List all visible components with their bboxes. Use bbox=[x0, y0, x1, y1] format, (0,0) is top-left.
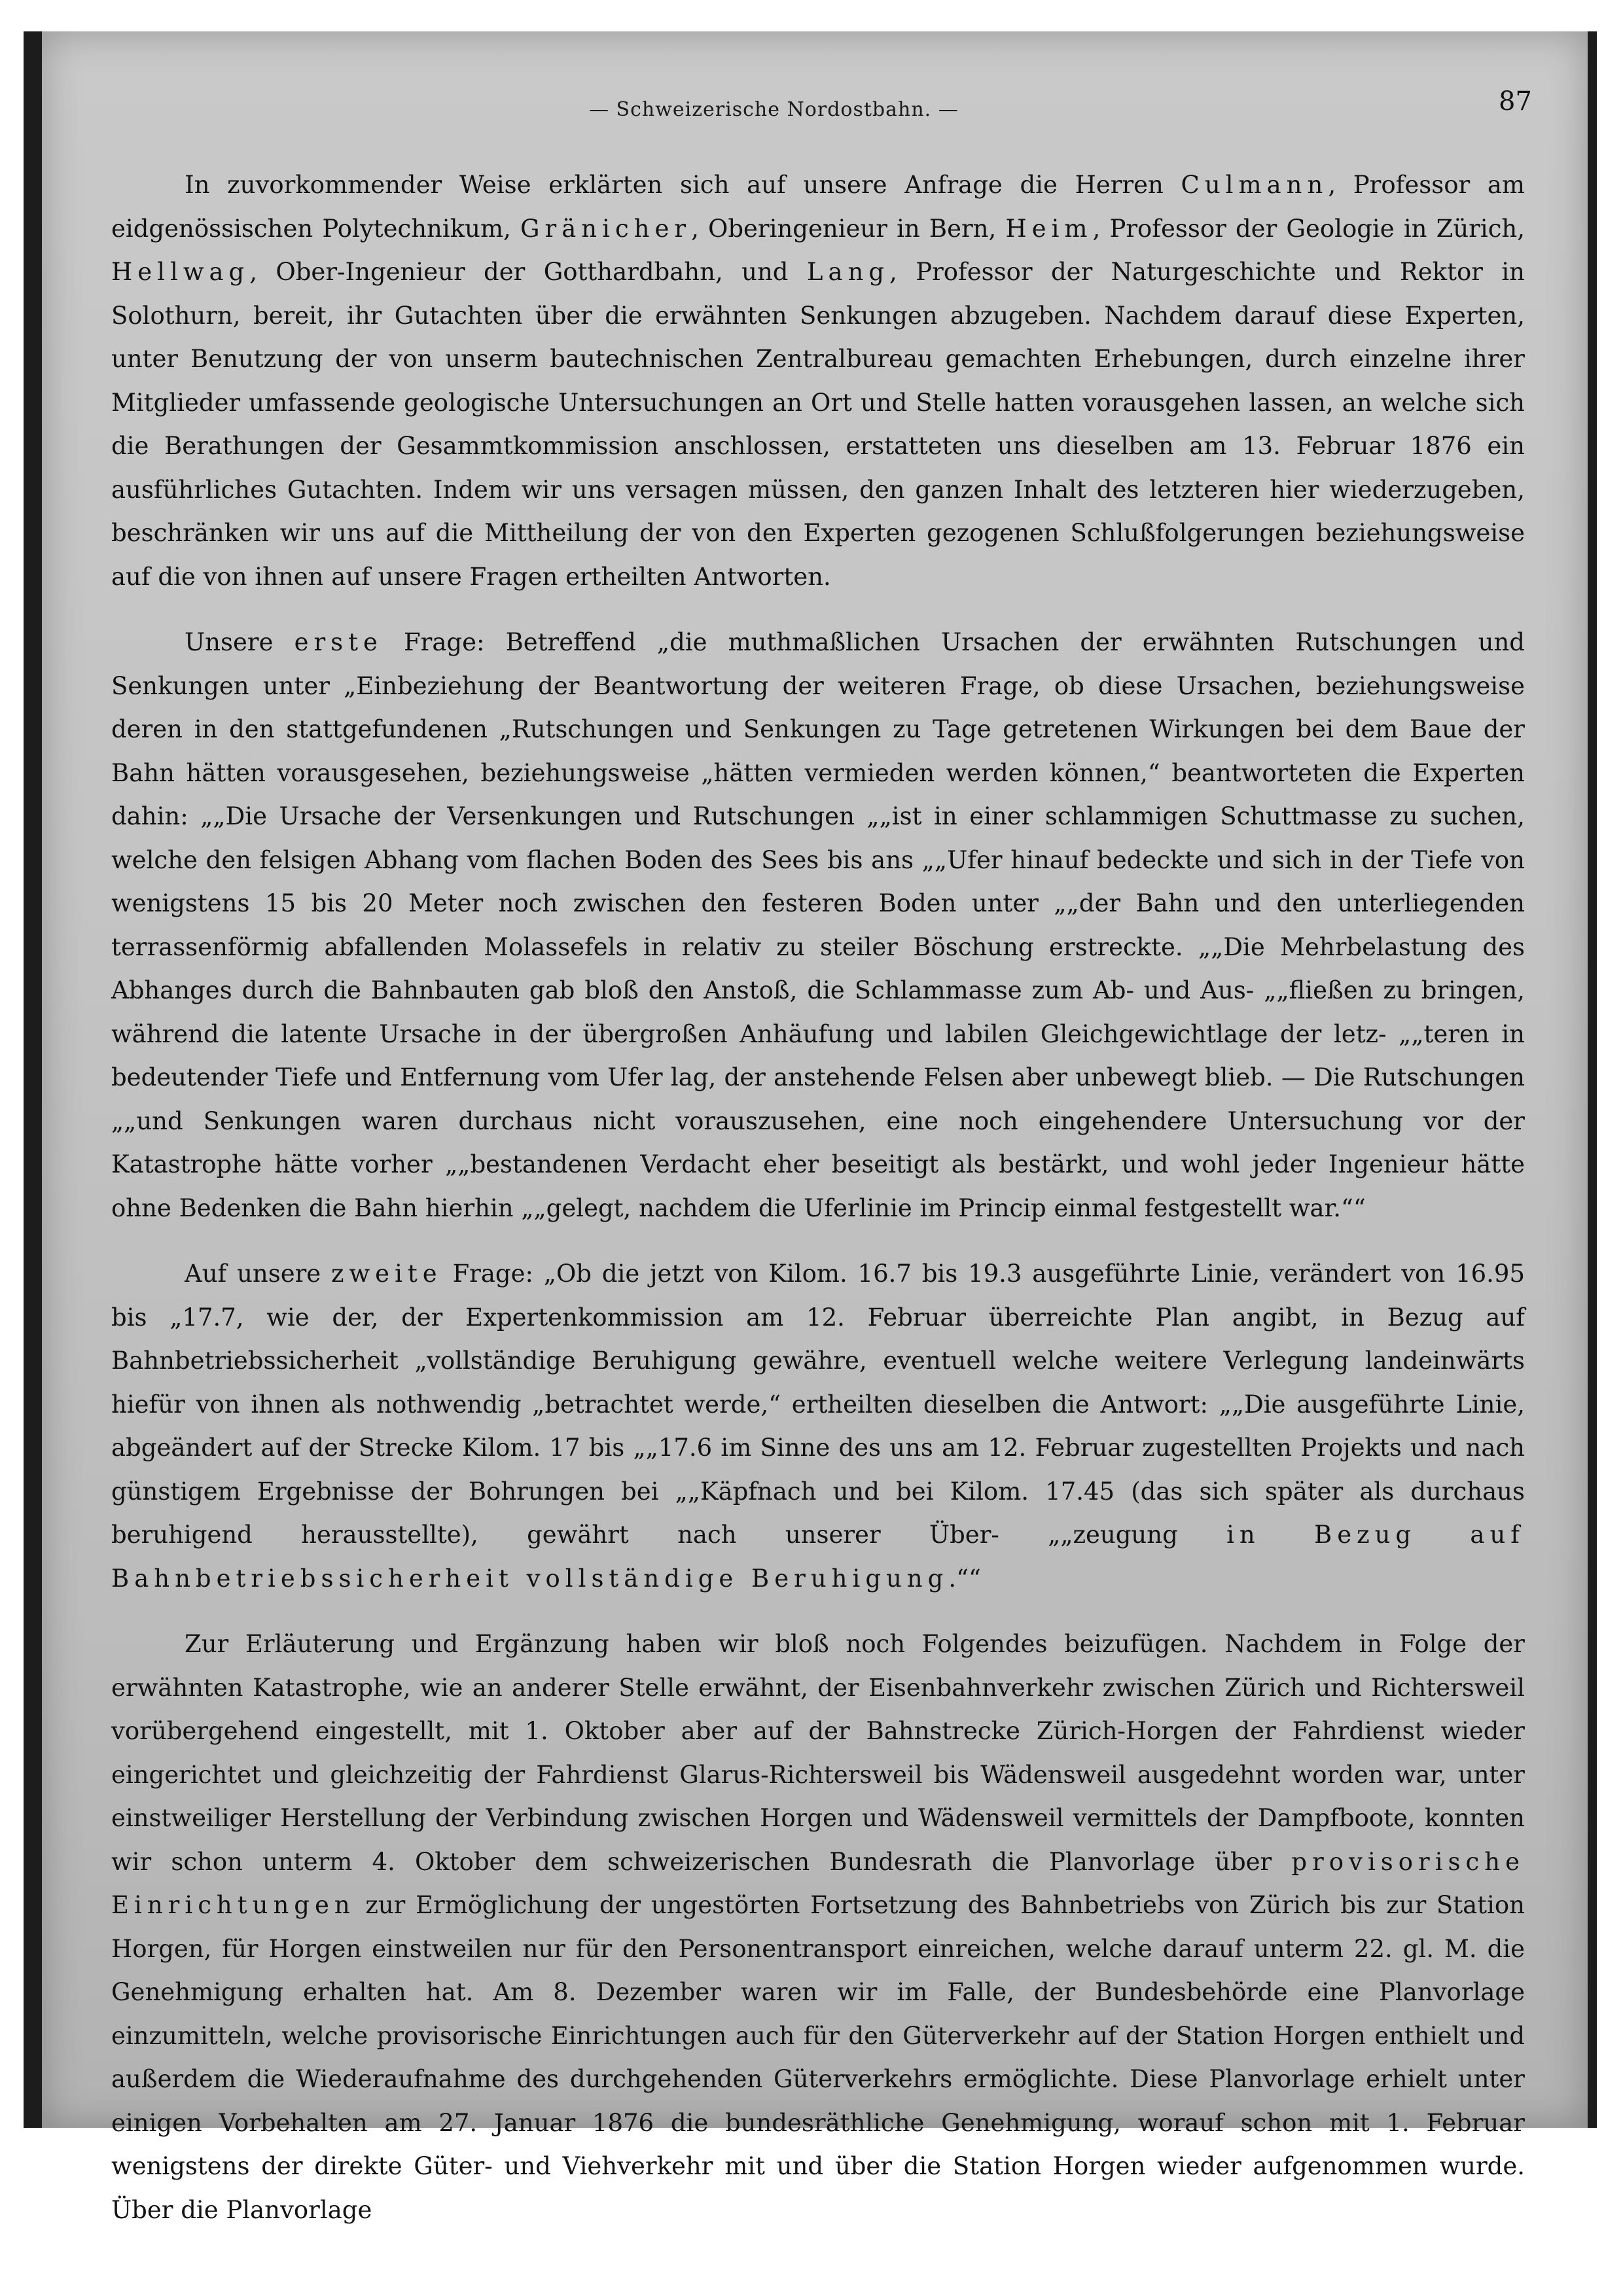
body-text bbox=[111, 164, 1525, 2254]
page-number: 87 bbox=[1499, 86, 1532, 116]
running-head: — Schweizerische Nordostbahn. — bbox=[589, 98, 959, 121]
paragraph-3: Auf unsere zweite Frage: „Ob die jetzt von Kilom. 16.7 bis 19.3 ausgeführte Linie, verändert von 16.95 bis „17.7, wie der, der Expertenkommission am 12. Februar überreichte Plan angibt, in Bezug auf Bahnbetriebssicherheit „vollständige Beruhigung gewähre, eventuell welche weitere Verlegung landeinwärts hiefür von ihnen als nothwendig „betrachtet werde,“ ertheilten dieselben die Antwort: „„Die ausgeführte Linie, abgeändert auf der Strecke Kilom. 17 bis „„17.6 im Sinne des uns am 12. Februar zugestellten Projekts und nach günstigem Ergebnisse der Bohrungen bei „„Käpfnach und bei Kilom. 17.45 (das sich später als durchaus beruhigend herausstellte), gewährt nach unserer Über- „„zeugung in Bezug auf Bahnbetriebssicherheit vollständige Beruhigung.““ bbox=[111, 1260, 1525, 1593]
paragraph-4: Zur Erläuterung und Ergänzung haben wir bloß noch Folgendes beizufügen. Nachdem in Folge der erwähnten Katastrophe, wie an anderer Stelle erwähnt, der Eisenbahnverkehr zwischen Zürich und Richtersweil vorübergehend eingestellt, mit 1. Oktober aber auf der Bahnstrecke Zürich-Horgen der Fahrdienst wieder eingerichtet und gleichzeitig der Fahrdienst Glarus-Richtersweil bis Wädensweil ausgedehnt worden war, unter einstweiliger Herstellung der Verbindung zwischen Horgen und Wädensweil vermittels der Dampfboote, konnten wir schon unterm 4. Oktober dem schweizerischen Bundesrath die Planvorlage über provisorische Einrichtungen zur Ermöglichung der ungestörten Fortsetzung des Bahnbetriebs von Zürich bis zur Station Horgen, für Horgen einstweilen nur für den Personentransport einreichen, welche darauf unterm 22. gl. M. die Genehmigung erhalten hat. Am 8. Dezember waren wir im Falle, der Bundesbehörde eine Planvorlage einzumitteln, welche provisorische Einrichtungen auch für den Güterverkehr auf der Station Horgen enthielt und außerdem die Wiederaufnahme des durchgehenden Güterverkehrs ermöglichte. Diese Planvorlage erhielt unter einigen Vorbehalten am 27. Januar 1876 die bundesräthliche Genehmigung, worauf schon mit 1. Februar wenigstens der direkte Güter- und Viehverkehr mit und über die Station Horgen wieder aufgenommen wurde. Über die Planvorlage bbox=[111, 1630, 1525, 2224]
paragraph-1: In zuvorkommender Weise erklärten sich auf unsere Anfrage die Herren Culmann, Professor am eidgenössischen Polytechnikum, Gränicher, Oberingenieur in Bern, Heim, Professor der Geologie in Zürich, Hellwag, Ober-Ingenieur der Gotthardbahn, und Lang, Professor der Naturgeschichte und Rektor in Solothurn, bereit, ihr Gutachten über die erwähnten Senkungen abzugeben. Nachdem darauf diese Experten, unter Benutzung der von unserm bautechnischen Zentralbureau gemachten Erhebungen, durch einzelne ihrer Mitglieder umfassende geologische Untersuchungen an Ort und Stelle hatten vorausgehen lassen, an welche sich die Berathungen der Gesammtkommission anschlossen, erstatteten uns dieselben am 13. Februar 1876 ein ausführliches Gutachten. Indem wir uns versagen müssen, den ganzen Inhalt des letzteren hier wiederzugeben, beschränken wir uns auf die Mittheilung der von den Experten gezogenen Schlußfolgerungen beziehungsweise auf die von ihnen auf unsere Fragen ertheilten Antworten. bbox=[111, 171, 1525, 591]
paragraph-2: Unsere erste Frage: Betreffend „die muthmaßlichen Ursachen der erwähnten Rutschungen und Senkungen unter „Einbeziehung der Beantwortung der weiteren Frage, ob diese Ursachen, beziehungsweise deren in den stattgefundenen „Rutschungen und Senkungen zu Tage getretenen Wirkungen bei dem Baue der Bahn hätten vorausgesehen, beziehungsweise „hätten vermieden werden können,“ beantworteten die Experten dahin: „„Die Ursache der Versenkungen und Rutschungen „„ist in einer schlammigen Schuttmasse zu suchen, welche den felsigen Abhang vom flachen Boden des Sees bis ans „„Ufer hinauf bedeckte und sich in der Tiefe von wenigstens 15 bis 20 Meter noch zwischen den festeren Boden unter „„der Bahn und den unterliegenden terrassenförmig abfallenden Molassefels in relativ zu steiler Böschung erstreckte. „„Die Mehrbelastung des Abhanges durch die Bahnbauten gab bloß den Anstoß, die Schlammasse zum Ab- und Aus- „„fließen zu bringen, während die latente Ursache in der übergroßen Anhäufung und labilen Gleichgewichtlage der letz- „„teren in bedeutender Tiefe und Entfernung vom Ufer lag, der anstehende Felsen aber unbewegt blieb. — Die Rutschungen „„und Senkungen waren durchaus nicht vorauszusehen, eine noch eingehendere Untersuchung vor der Katastrophe hätte vorher „„bestandenen Verdacht eher beseitigt als bestärkt, und wohl jeder Ingenieur hätte ohne Bedenken die Bahn hierhin „„gelegt, nachdem die Uferlinie im Princip einmal festgestellt war.““ bbox=[111, 628, 1525, 1222]
